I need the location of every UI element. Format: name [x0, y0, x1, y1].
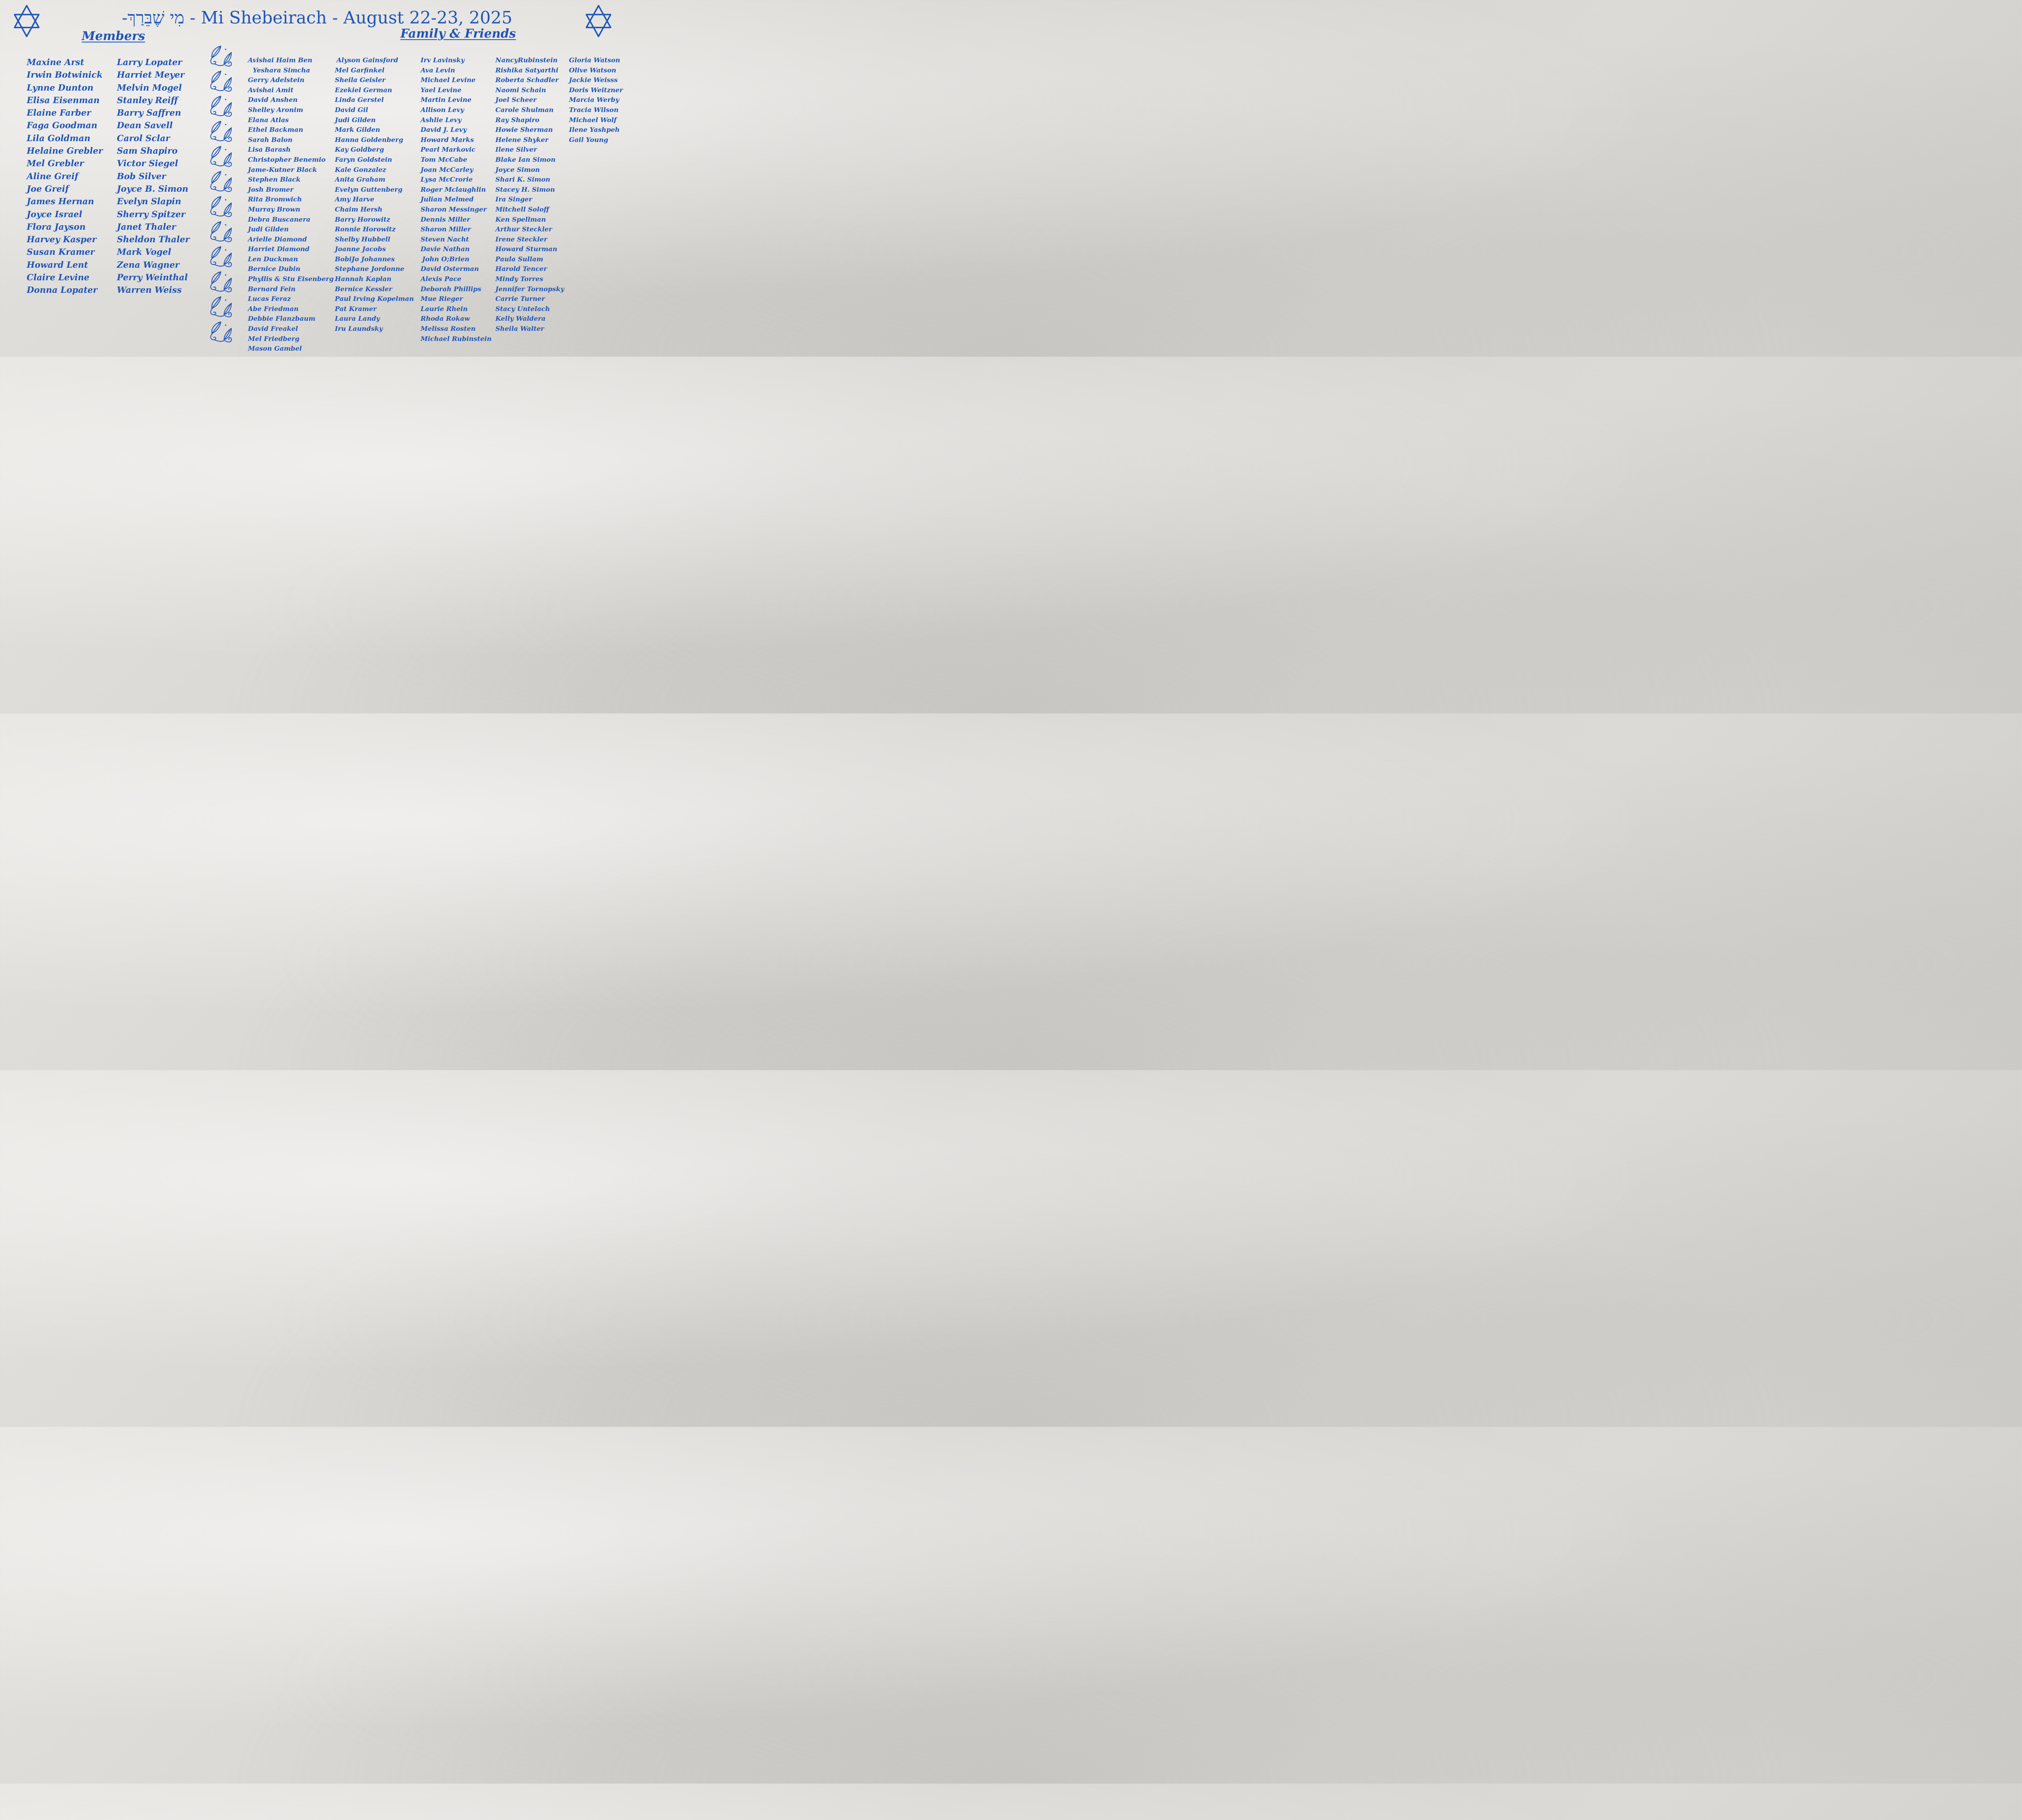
members-heading: Members	[82, 29, 145, 43]
family-name: Yeshara Simcha	[248, 66, 334, 76]
member-name: Bob Silver	[117, 170, 190, 182]
family-name: Harold Tencer	[495, 264, 564, 274]
member-name: Elaine Farber	[27, 106, 103, 119]
family-name: Stephen Black	[248, 175, 334, 185]
family-name: Alexis Pace	[421, 274, 491, 284]
family-name: Gloria Watson	[569, 55, 623, 66]
family-name: Paul Irving Kopelman	[335, 294, 414, 304]
family-name: Hannah Kaplan	[335, 274, 414, 284]
family-name: Bernice Kessler	[335, 284, 414, 294]
family-name: Mark Gilden	[335, 125, 414, 135]
member-name: Mark Vogel	[117, 245, 190, 258]
family-name: Tracia Wilson	[569, 105, 623, 115]
member-name: Howard Lent	[27, 258, 103, 271]
member-name: Harriet Meyer	[117, 68, 190, 81]
family-name: Pearl Markovic	[421, 145, 491, 155]
member-name: Aline Greif	[27, 170, 103, 182]
member-name: Warren Weiss	[117, 284, 190, 296]
family-name: Anita Graham	[335, 175, 414, 185]
family-name: Avishai Haim Ben	[248, 55, 334, 66]
member-name: James Hernan	[27, 195, 103, 207]
member-name: Carol Sclar	[117, 132, 190, 144]
family-name: Len Duckman	[248, 254, 334, 265]
member-name: Donna Lopater	[27, 284, 103, 296]
family-name: Ken Spellman	[495, 215, 564, 225]
family-name: Mue Rieger	[421, 294, 491, 304]
family-name: Laura Landy	[335, 314, 414, 324]
family-name: Murray Brown	[248, 205, 334, 215]
family-name: Mason Gambel	[248, 344, 334, 354]
member-name: Zena Wagner	[117, 258, 190, 271]
family-name: Olive Watson	[569, 66, 623, 76]
family-name: Blake Ian Simon	[495, 155, 564, 165]
member-name: Joyce B. Simon	[117, 182, 190, 195]
member-name: Harvey Kasper	[27, 233, 103, 245]
family-name: Chaim Hersh	[335, 205, 414, 215]
family-name: Mindy Torres	[495, 274, 564, 284]
family-name: Christopher Benemio	[248, 155, 334, 165]
family-name: Harriet Diamond	[248, 244, 334, 254]
family-name: Steven Nacht	[421, 235, 491, 245]
family-name: Joan McCarley	[421, 165, 491, 175]
family-name: Kelly Waldera	[495, 314, 564, 324]
family-name: Lysa McCrorie	[421, 175, 491, 185]
family-name: Joel Scheer	[495, 95, 564, 105]
family-name: Sheila Geisler	[335, 75, 414, 85]
family-name: Allison Levy	[421, 105, 491, 115]
family-name: Debbie Flanzbaum	[248, 314, 334, 324]
family-name: Dennis Miller	[421, 215, 491, 225]
family-name: Sharon Messinger	[421, 205, 491, 215]
family-name: Carrie Turner	[495, 294, 564, 304]
family-name: Kale Gonzalez	[335, 165, 414, 175]
member-name: Janet Thaler	[117, 220, 190, 233]
family-name: NancyRubinstein	[495, 55, 564, 66]
family-name: Ethel Backman	[248, 125, 334, 135]
member-name: Stanley Reiff	[117, 94, 190, 106]
family-name: Stacey H. Simon	[495, 185, 564, 195]
family-name: Laurie Rhein	[421, 304, 491, 314]
family-name: Ira Singer	[495, 195, 564, 205]
page-title: -מִי שֶׁבֵּרַךְ - Mi Shebeirach - August 22-23, 2025	[0, 6, 634, 29]
family-name: David Anshen	[248, 95, 334, 105]
family-friends-heading: Family & Friends	[400, 27, 516, 41]
family-name: Paula Sullam	[495, 254, 564, 265]
family-name: Carole Shulman	[495, 105, 564, 115]
family-name: Shelby Hubbell	[335, 235, 414, 245]
family-name: Ashlie Levy	[421, 115, 491, 125]
family-name: Michael Wolf	[569, 115, 623, 125]
member-name: Lila Goldman	[27, 132, 103, 144]
family-name: Sheila Walter	[495, 324, 564, 334]
family-name: David J. Levy	[421, 125, 491, 135]
family-name: Doris Weitzner	[569, 85, 623, 95]
family-name: Rishika Satyarthi	[495, 66, 564, 76]
family-name: John O;Brien	[421, 254, 491, 265]
member-name: Evelyn Slapin	[117, 195, 190, 207]
family-name: Judi Gilden	[248, 224, 334, 235]
member-name: Dean Savell	[117, 119, 190, 131]
member-name: Joyce Israel	[27, 208, 103, 220]
family-name: Gerry Adelstein	[248, 75, 334, 85]
family-name: Julian Melmed	[421, 195, 491, 205]
member-name: Perry Weinthal	[117, 271, 190, 284]
member-name: Lynne Dunton	[27, 81, 103, 94]
family-name: Michael Rubinstein	[421, 334, 491, 344]
family-name: David Osterman	[421, 264, 491, 274]
family-name: Lucas Feraz	[248, 294, 334, 304]
member-name: Maxine Arst	[27, 56, 103, 68]
member-name: Barry Saffren	[117, 106, 190, 119]
member-name: Faga Goodman	[27, 119, 103, 131]
family-name: Howard Sturman	[495, 244, 564, 254]
family-name: Ronnie Horowitz	[335, 224, 414, 235]
family-name: Judi Gilden	[335, 115, 414, 125]
family-name: Alyson Gainsford	[335, 55, 414, 66]
family-name: Arielle Diamond	[248, 235, 334, 245]
family-name: Irene Steckler	[495, 235, 564, 245]
family-name: Sharon Miller	[421, 224, 491, 235]
family-name: Rita Bromwich	[248, 195, 334, 205]
family-name: Naomi Schain	[495, 85, 564, 95]
member-name: Helaine Grebler	[27, 144, 103, 157]
family-name: Roberta Schadler	[495, 75, 564, 85]
family-name: Joyce Simon	[495, 165, 564, 175]
family-name: Bernice Dubin	[248, 264, 334, 274]
family-name: Bernard Fein	[248, 284, 334, 294]
family-name: Stacy Untelach	[495, 304, 564, 314]
family-name: Rhoda Rokaw	[421, 314, 491, 324]
family-name: Sarah Balon	[248, 135, 334, 145]
family-name: Deborah Phillips	[421, 284, 491, 294]
family-name: Howard Marks	[421, 135, 491, 145]
family-name: Shari K. Simon	[495, 175, 564, 185]
family-name: Ilene Yashpeh	[569, 125, 623, 135]
member-name: Sheldon Thaler	[117, 233, 190, 245]
family-name: Hanna Goldenberg	[335, 135, 414, 145]
member-name: Joe Greif	[27, 182, 103, 195]
family-name: Ava Levin	[421, 66, 491, 76]
family-name: Evelyn Guttenberg	[335, 185, 414, 195]
member-name: Larry Lopater	[117, 56, 190, 68]
family-name: Yael Levine	[421, 85, 491, 95]
member-name: Sherry Spitzer	[117, 208, 190, 220]
family-name: Arthur Steckler	[495, 224, 564, 235]
family-name: Pat Kramer	[335, 304, 414, 314]
family-name: Davie Nathan	[421, 244, 491, 254]
family-name: Jame-Kutner Black	[248, 165, 334, 175]
family-name: Josh Bromer	[248, 185, 334, 195]
family-name: Debra Buscanera	[248, 215, 334, 225]
family-name: Phyllis & Stu Eisenberg	[248, 274, 334, 284]
family-name: Irv Lavinsky	[421, 55, 491, 66]
family-name: Michael Levine	[421, 75, 491, 85]
member-name: Flora Jayson	[27, 220, 103, 233]
family-name: Jennifer Tornopsky	[495, 284, 564, 294]
family-name: Barry Horowitz	[335, 215, 414, 225]
family-name: Ilene Silver	[495, 145, 564, 155]
member-name: Irwin Botwinick	[27, 68, 103, 81]
family-name: Mitchell Soloff	[495, 205, 564, 215]
member-name: Claire Levine	[27, 271, 103, 284]
member-name: Sam Shapiro	[117, 144, 190, 157]
family-name: Ray Shapiro	[495, 115, 564, 125]
family-name: Elana Atlas	[248, 115, 334, 125]
family-name: Tom McCabe	[421, 155, 491, 165]
family-name: David Gil	[335, 105, 414, 115]
family-name: Iru Laundsky	[335, 324, 414, 334]
family-name: Shelley Aronim	[248, 105, 334, 115]
family-name: Mel Garfinkel	[335, 66, 414, 76]
family-name: Lisa Barash	[248, 145, 334, 155]
family-name: Abe Friedman	[248, 304, 334, 314]
family-name: Gail Young	[569, 135, 623, 145]
family-name: Melissa Rosten	[421, 324, 491, 334]
family-name: Roger Mclaughlin	[421, 185, 491, 195]
family-name: Jackie Weisss	[569, 75, 623, 85]
family-name: David Freakel	[248, 324, 334, 334]
family-name: Avishai Amit	[248, 85, 334, 95]
family-name: Helene Shyker	[495, 135, 564, 145]
family-name: Linda Gerstel	[335, 95, 414, 105]
member-name: Mel Grebler	[27, 157, 103, 169]
member-name: Susan Kramer	[27, 245, 103, 258]
member-name: Melvin Mogel	[117, 81, 190, 94]
member-name: Elisa Eisenman	[27, 94, 103, 106]
family-name: Joanne Jacobs	[335, 244, 414, 254]
family-name: Ezekiel German	[335, 85, 414, 95]
family-name: Kay Goldberg	[335, 145, 414, 155]
family-name: Mel Friedberg	[248, 334, 334, 344]
family-name: Amy Harve	[335, 195, 414, 205]
family-name: BobiJo Johannes	[335, 254, 414, 265]
family-name: Faryn Goldstein	[335, 155, 414, 165]
family-name: Marcia Werby	[569, 95, 623, 105]
family-name: Martin Levine	[421, 95, 491, 105]
member-name: Victor Siegel	[117, 157, 190, 169]
family-name: Stephane Jordonne	[335, 264, 414, 274]
family-name: Howie Sherman	[495, 125, 564, 135]
